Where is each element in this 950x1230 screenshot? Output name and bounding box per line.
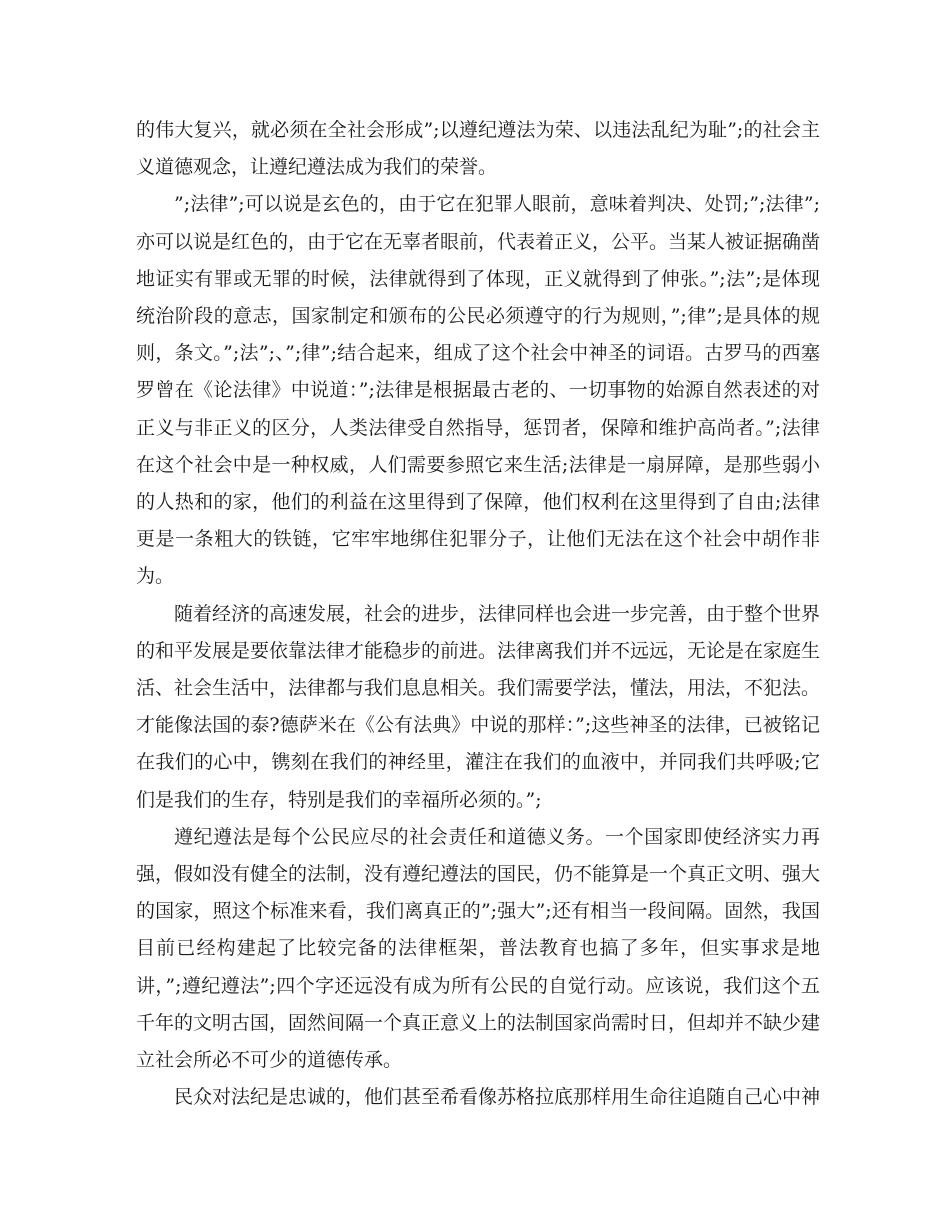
paragraph-public-loyalty: 民众对法纪是忠诚的，他们甚至希看像苏格拉底那样用生命往追随自己心中神: [174, 1086, 821, 1109]
paragraph-continuation: 的伟大复兴，就必须在全社会形成”;以遵纪遵法为荣、以违法乱纪为耻”;的社会主义道德观念，让遵纪遵法成为我们的荣誉。: [136, 119, 820, 179]
paragraph-civic-duty: 遵纪遵法是每个公民应尽的社会责任和道德义务。一个国家即使经济实力再强，假如没有健全的法制，没有遵纪遵法的国民，仍不能算是一个真正文明、强大的国家，照这个标准来看，我们离真正的”;强大”;还有相当一段间隔。固然，我国目前已经构建起了比较完备的法律框架，普法教育也搞了多年，但实事求是地讲，”;遵纪遵法”;四个字还远没有成为所有公民的自觉行动。应该说，我们这个五千年的文明古国，固然间隔一个真正意义上的法制国家尚需时日，但却并不缺少建立社会所必不可少的道德传承。: [136, 825, 821, 1072]
paragraph-economic-development: 随着经济的高速发展，社会的进步，法律同样也会进一步完善，由于整个世界的和平发展是要依靠法律才能稳步的前进。法律离我们并不远远，无论是在家庭生活、社会生活中，法律都与我们息息相关。我们需要学法，懂法，用法，不犯法。才能像法国的泰?德萨米在《公有法典》中说的那样：”;这些神圣的法律，已被铭记在我们的心中，镌刻在我们的神经里，灌注在我们的血液中，并同我们共呼吸;它们是我们的生存，特别是我们的幸福所必须的。”;: [136, 602, 821, 811]
paragraph-law-definition: ”;法律”;可以说是玄色的，由于它在犯罪人眼前，意味着判决、处罚;”;法律”;亦可以说是红色的，由于它在无辜者眼前，代表着正义，公平。当某人被证据确凿地证实有罪或无罪的时候，法律就得到了体现，正义就得到了伸张。”;法”;是体现统治阶段的意志，国家制定和颁布的公民必须遵守的行为规则，”;律”;是具体的规则，条文。”;法”;、”;律”;结合起来，组成了这个社会中神圣的词语。古罗马的西塞罗曾在《论法律》中说道：”;法律是根据最古老的、一切事物的始源自然表述的对正义与非正义的区分，人类法律受自然指导，惩罚者，保障和维护高尚者。”;法律在这个社会中是一种权威，人们需要参照它来生活;法律是一扇屏障，是那些弱小的人热和的家，他们的利益在这里得到了保障，他们权利在这里得到了自由;法律更是一条粗大的铁链，它牢牢地绑住犯罪分子，让他们无法在这个社会中胡作非为。: [136, 193, 821, 588]
document-body: [136, 112, 820, 1116]
